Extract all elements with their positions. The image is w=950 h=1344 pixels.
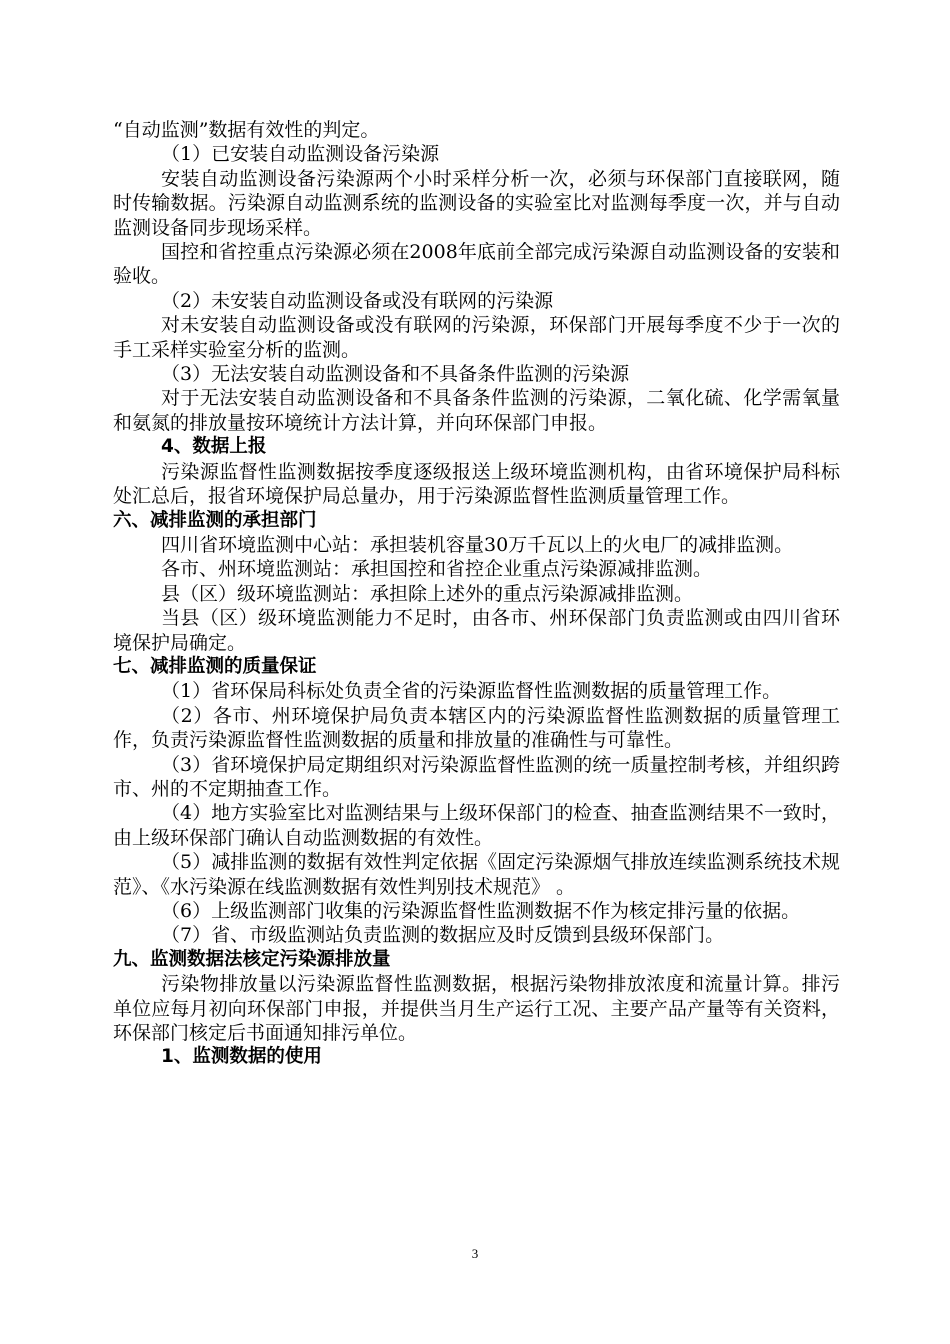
body-text <box>113 118 840 1070</box>
section-heading: 六、减排监测的承担部门 <box>113 509 317 531</box>
paragraph: 对未安装自动监测设备或没有联网的污染源，环保部门开展每季度不少于一次的手工采样实验室分析的监测。 <box>113 314 840 361</box>
paragraph: 四川省环境监测中心站：承担装机容量30万千瓦以上的火电厂的减排监测。 <box>161 533 794 556</box>
paragraph: （3）省环境保护局定期组织对污染源监督性监测的统一质量控制考核，并组织跨市、州的不定期抽查工作。 <box>113 753 840 800</box>
paragraph: （7）省、市级监测站负责监测的数据应及时反馈到县级环保部门。 <box>161 924 725 947</box>
paragraph: （5）减排监测的数据有效性判定依据《固定污染源烟气排放连续监测系统技术规范》、《水污染源在线监测数据有效性判别技术规范》 。 <box>113 851 840 898</box>
page-number: 3 <box>471 1246 479 1261</box>
section-heading: 七、减排监测的质量保证 <box>113 655 317 677</box>
paragraph: 安装自动监测设备污染源两个小时采样分析一次，必须与环保部门直接联网，随时传输数据。污染源自动监测系统的监测设备的实验室比对监测每季度一次，并与自动监测设备同步现场采样。 <box>113 167 840 239</box>
subsection-heading: 4、数据上报 <box>161 436 267 458</box>
paragraph: （4）地方实验室比对监测结果与上级环保部门的检查、抽查监测结果不一致时，由上级环保部门确认自动监测数据的有效性。 <box>113 802 840 849</box>
paragraph: 当县（区）级环境监测能力不足时，由各市、州环保部门负责监测或由四川省环境保护局确定。 <box>113 607 840 654</box>
subsection-heading: 1、监测数据的使用 <box>161 1046 322 1068</box>
paragraph: 对于无法安装自动监测设备和不具备条件监测的污染源，二氧化硫、化学需氧量和氨氮的排放量按环境统计方法计算，并向环保部门申报。 <box>113 387 840 434</box>
paragraph: （1）已安装自动监测设备污染源 <box>161 143 440 166</box>
paragraph: （6）上级监测部门收集的污染源监督性监测数据不作为核定排污量的依据。 <box>161 900 801 922</box>
section-heading: 九、监测数据法核定污染源排放量 <box>113 948 391 970</box>
paragraph: （2）各市、州环境保护局负责本辖区内的污染源监督性监测数据的质量管理工作，负责污染源监督性监测数据的质量和排放量的准确性与可靠性。 <box>113 704 840 752</box>
paragraph: 污染源监督性监测数据按季度逐级报送上级环境监测机构，由省环境保护局科标处汇总后，报省环境保护局总量办，用于污染源监督性监测质量管理工作。 <box>113 460 840 508</box>
paragraph: （3）无法安装自动监测设备和不具备条件监测的污染源 <box>161 363 630 386</box>
paragraph: 各市、州环境监测站：承担国控和省控企业重点污染源减排监测。 <box>161 558 713 581</box>
paragraph: 污染物排放量以污染源监督性监测数据，根据污染物排放浓度和流量计算。排污单位应每月初向环保部门申报，并提供当月生产运行工况、主要产品产量等有关资料，环保部门核定后书面通知排污单位。 <box>113 973 840 1045</box>
paragraph: 国控和省控重点污染源必须在2008年底前全部完成污染源自动监测设备的安装和验收。 <box>113 241 840 288</box>
paragraph: “自动监测”数据有效性的判定。 <box>113 119 380 141</box>
paragraph: （1）省环保局科标处负责全省的污染源监督性监测数据的质量管理工作。 <box>161 680 782 703</box>
paragraph: （2）未安装自动监测设备或没有联网的污染源 <box>161 289 554 312</box>
paragraph: 县（区）级环境监测站：承担除上述外的重点污染源减排监测。 <box>161 582 694 605</box>
